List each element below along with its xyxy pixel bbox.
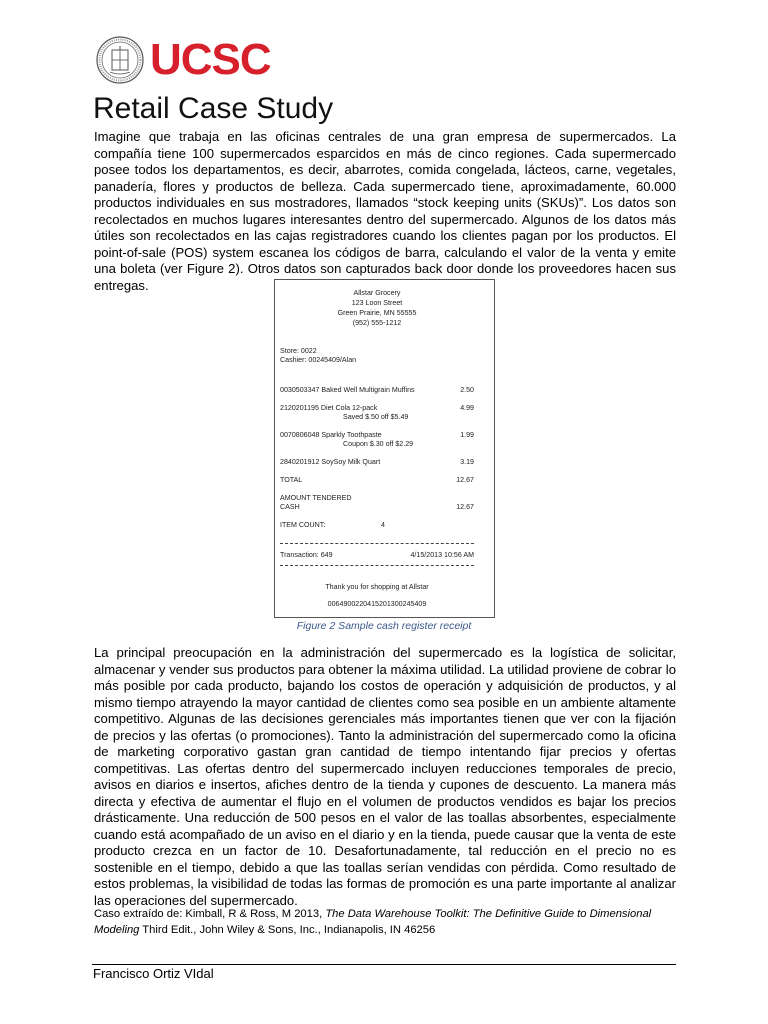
receipt-total-value: 12.67 — [456, 476, 474, 484]
source-book-title: The Data Warehouse Toolkit: The Definitive Guide to Dimensional Modeling — [94, 908, 652, 936]
receipt-item-price: 1.99 — [460, 431, 474, 439]
source-citation — [94, 906, 684, 938]
receipt-cash-value: 12.67 — [456, 503, 474, 511]
receipt-item-count-label: ITEM COUNT: — [280, 521, 326, 529]
receipt-total-label: TOTAL — [280, 476, 303, 484]
receipt-item — [280, 431, 474, 440]
receipt-address1: 123 Loon Street — [351, 299, 403, 307]
header — [96, 36, 271, 84]
receipt-datetime: 4/15/2013 10:56 AM — [410, 551, 474, 559]
receipt-item-count-value: 4 — [381, 521, 385, 529]
intro-paragraph: Imagine que trabaja en las oficinas centrales de una gran empresa de supermercados. La compañía tiene 100 supermercados esparcidos en más de cinco regiones. Cada supermercado posee todos los departamentos, es decir, abarrotes, comida congelada, lácteos, carne, vegetales, panadería, flores y productos de belleza. Cada supermercado tiene, aproximadamente, 60.000 productos individuales en sus mostradores, llamados “stock keeping units (SKUs)”. Los datos son recolectados en muchos lugares interesantes dentro del supermercado. Algunos de los datos más útiles son recolectados en las cajas registradores cuando los clientes pagan por los productos. El point-of-sale (POS) system escanea los códigos de barra, calculando el valor de la venta y emite una boleta (ver Figure 2). Otros datos son capturados back door donde los proveedores hacen sus entregas. — [94, 129, 676, 293]
receipt-item — [280, 458, 474, 467]
receipt-cash — [280, 503, 474, 512]
receipt-item-price: 4.99 — [460, 404, 474, 412]
receipt-item-desc: 0070806048 Sparkly Toothpaste — [280, 431, 382, 439]
receipt-tendered-label: AMOUNT TENDERED — [280, 494, 352, 502]
receipt-divider — [280, 543, 474, 544]
source-suffix: Third Edit., John Wiley & Sons, Inc., Indianapolis, IN 46256 — [139, 924, 436, 936]
footer-author: Francisco Ortiz VIdal — [93, 966, 214, 981]
receipt-transaction — [280, 551, 474, 560]
receipt-item-price: 2.50 — [460, 386, 474, 394]
receipt-store: Store: 0022 — [280, 347, 317, 355]
receipt-thanks: Thank you for shopping at Allstar — [325, 583, 429, 591]
receipt-store-name: Allstar Grocery — [353, 289, 401, 297]
body-paragraph: La principal preocupación en la administración del supermercado es la logística de solicitar, almacenar y vender sus productos para obtener la máxima utilidad. La utilidad proviene de cobrar lo más posible por cada producto, bajando los costos de operación y adquisición de productos, y al mismo tiempo atrayendo la mayor cantidad de clientes como sea posible en un ambiente altamente competitivo. Algunas de las decisiones gerenciales más importantes tienen que ver con la fijación de precios y las ofertas (o promociones). Tanto la administración del supermercado como la oficina de marketing corporativo gastan gran cantidad de tiempo intentando fijar precios y ofertas competitivas. Las ofertas dentro del supermercado incluyen reducciones temporales de precio, avisos en diarios e insertos, afiches dentro de la tienda y cupones de descuento. La manera más directa y efectiva de aumentar el flujo en el volumen de productos vendidos es bajar los precios drásticamente. Una reducción de 500 pesos en el valor de las toallas absorbentes, especialmente cuando está acompañado de un aviso en el diario y en la tienda, puede causar que la venta de este producto crezca en un factor de 10. Desafortunadamente, tal reducción en el precio no es sostenible en el tiempo, debido a que las toallas serían vendidas con pérdida. Como resultado de estos problemas, la visibilidad de todas las formas de promoción es una parte importante al analizar las operaciones del supermercado. — [94, 645, 676, 908]
receipt-item-price: 3.19 — [460, 458, 474, 466]
university-seal-icon — [96, 36, 144, 84]
figure-caption: Figure 2 Sample cash register receipt — [296, 620, 472, 632]
receipt-item-desc: 2120201195 Diet Cola 12-pack — [280, 404, 378, 412]
receipt-item-desc: 2840201912 SoySoy Milk Quart — [280, 458, 381, 466]
receipt-figure — [274, 279, 495, 618]
page-title: Retail Case Study — [93, 92, 334, 125]
receipt-address2: Green Prairie, MN 55555 — [337, 309, 417, 317]
source-prefix: Caso extraído de: Kimball, R & Ross, M 2013, — [94, 908, 326, 920]
footer-divider — [92, 964, 676, 965]
receipt-total — [280, 476, 474, 485]
receipt-item-note: Coupon $.30 off $2.29 — [343, 440, 414, 448]
receipt-item-note: Saved $.50 off $5.49 — [343, 413, 409, 421]
receipt-transaction-number: Transaction: 649 — [280, 551, 333, 559]
receipt-item — [280, 404, 474, 413]
receipt-barcode-number: 0064900220415201300245409 — [327, 600, 427, 608]
receipt-phone: (952) 555-1212 — [352, 319, 402, 327]
receipt-divider — [280, 565, 474, 566]
receipt-item — [280, 386, 474, 395]
receipt-cashier: Cashier: 00245409/Alan — [280, 356, 357, 364]
ucsc-logo-text: UCSC — [150, 35, 271, 84]
receipt-cash-label: CASH — [280, 503, 300, 511]
receipt-item-desc: 0030503347 Baked Well Multigrain Muffins — [280, 386, 415, 394]
receipt-item-count — [280, 521, 474, 530]
